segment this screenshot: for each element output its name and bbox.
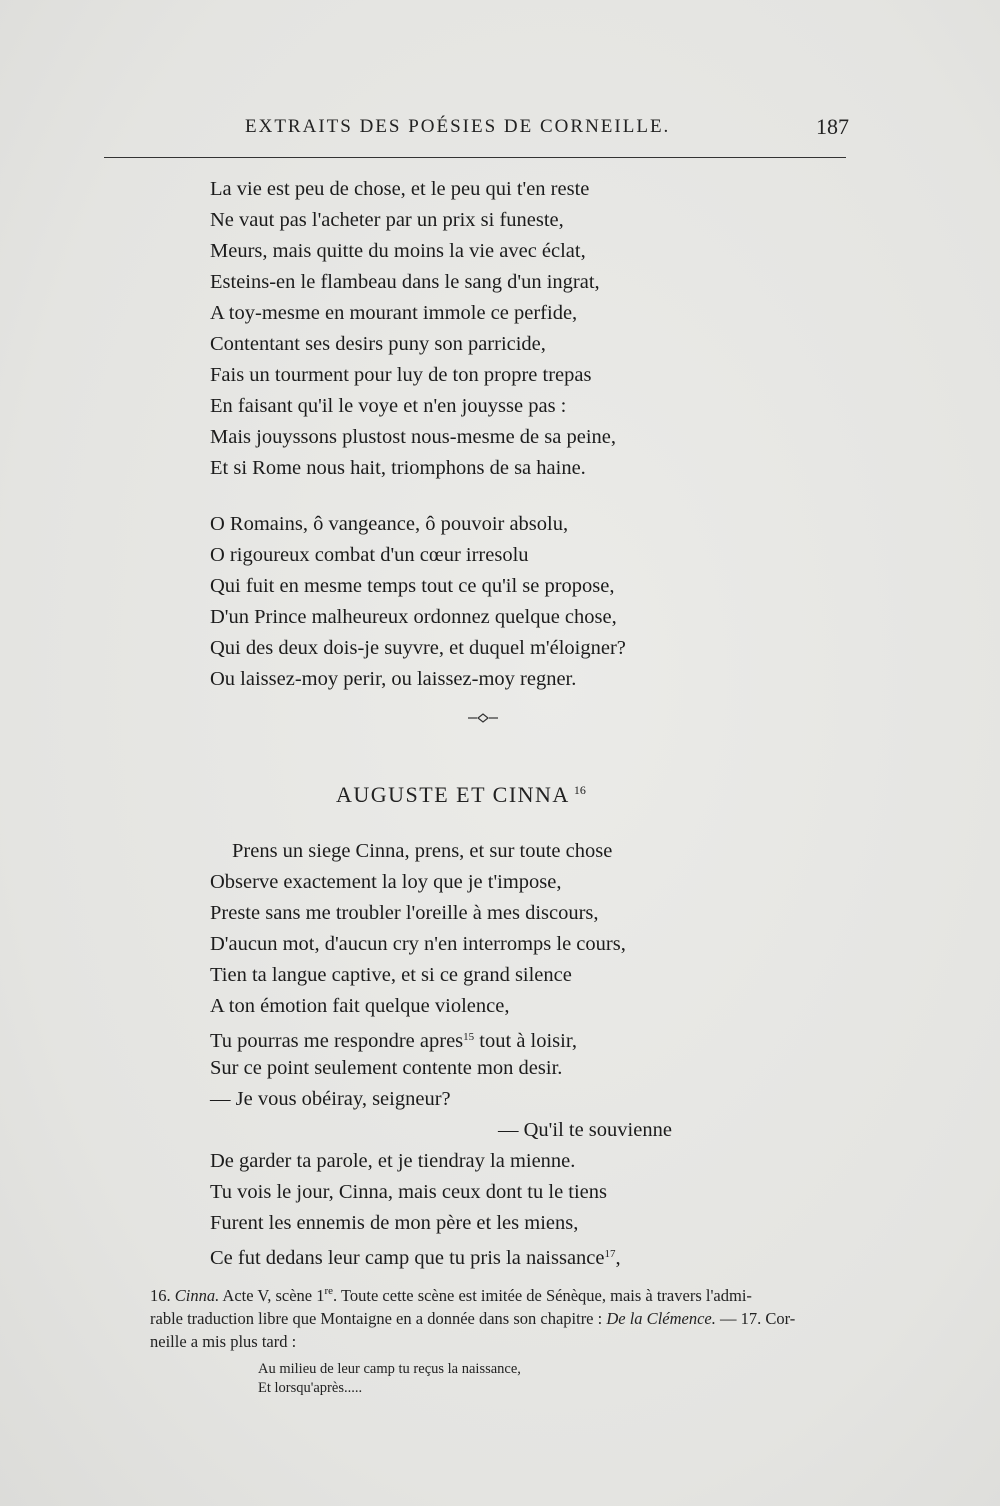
verse-line: Sur ce point seulement contente mon desir.: [210, 1057, 563, 1079]
verse-line: A ton émotion fait quelque violence,: [210, 995, 510, 1017]
verse-text: Ce fut dedans leur camp que tu pris la naissance: [210, 1247, 605, 1269]
verse-line: — Qu'il te souvienne: [498, 1119, 672, 1141]
verse-line: Ne vaut pas l'acheter par un prix si funeste,: [210, 209, 564, 231]
quote-line: Au milieu de leur camp tu reçus la naissance,: [258, 1361, 521, 1377]
ordinal-sup: re: [324, 1285, 334, 1297]
verse-line: Qui des deux dois-je suyvre, et duquel m'éloigner?: [210, 637, 626, 659]
verse-text: Tu pourras me respondre apres: [210, 1030, 464, 1052]
footnote-16: [150, 1280, 850, 1307]
verse-line: Furent les ennemis de mon père et les miens,: [210, 1212, 579, 1234]
verse-line: [210, 1022, 672, 1053]
verse-text: tout à loisir,: [474, 1030, 577, 1052]
verse-line: Meurs, mais quitte du moins la vie avec éclat,: [210, 240, 586, 262]
footnote-text: . Toute cette scène est imitée de Sénèque, mais à travers l'admi-: [333, 1286, 752, 1305]
footnote-number: 16.: [150, 1286, 171, 1305]
footnote-text: — 17. Cor-: [715, 1309, 796, 1328]
verse-line: D'un Prince malheureux ordonnez quelque chose,: [210, 606, 617, 628]
work-title: Cinna.: [174, 1286, 220, 1305]
verse-line: En faisant qu'il le voye et n'en jouysse pas :: [210, 395, 567, 417]
verse-line: De garder ta parole, et je tiendray la mienne.: [210, 1150, 576, 1172]
footnote-ref: 17: [604, 1248, 616, 1260]
section-ornament: [468, 712, 498, 724]
footnote-text: rable traduction libre que Montaigne en a donnée dans son chapitre :: [150, 1309, 607, 1328]
verse-line: Preste sans me troubler l'oreille à mes discours,: [210, 902, 599, 924]
footnotes: [150, 1280, 850, 1353]
verse-line: Observe exactement la loy que je t'impose,: [210, 871, 562, 893]
verse-line: Ou laissez-moy perir, ou laissez-moy regner.: [210, 668, 577, 690]
section-title-text: AUGUSTE ET CINNA: [336, 782, 570, 807]
stanza-3: [210, 836, 672, 1270]
verse-text: ,: [615, 1247, 621, 1269]
verse-line: Tu vois le jour, Cinna, mais ceux dont tu le tiens: [210, 1181, 608, 1203]
footnote-text: Acte V, scène 1: [219, 1286, 325, 1305]
verse-line: O Romains, ô vangeance, ô pouvoir absolu,: [210, 513, 569, 535]
footnote-line: [150, 1307, 850, 1330]
header-rule: [104, 157, 846, 158]
footnote-quote: [258, 1360, 521, 1398]
verse-line: Qui fuit en mesme temps tout ce qu'il se propose,: [210, 575, 615, 597]
page-number: 187: [816, 114, 849, 139]
stanza-1: [210, 174, 616, 484]
verse-line: La vie est peu de chose, et le peu qui t'en reste: [210, 178, 590, 200]
running-head: EXTRAITS DES POÉSIES DE CORNEILLE.: [245, 116, 671, 137]
verse-line: A toy-mesme en mourant immole ce perfide,: [210, 302, 578, 324]
verse-line: Et si Rome nous hait, triomphons de sa haine.: [210, 457, 586, 479]
verse-line: Prens un siege Cinna, prens, et sur toute chose: [232, 840, 613, 862]
verse-line: Mais jouyssons plustost nous-mesme de sa peine,: [210, 426, 616, 448]
footnote-ref: 16: [573, 783, 586, 797]
footnote-ref: 15: [463, 1031, 475, 1043]
section-title: [336, 782, 586, 808]
verse-line: D'aucun mot, d'aucun cry n'en interromps le cours,: [210, 933, 626, 955]
chapter-title: De la Clémence.: [606, 1309, 716, 1328]
verse-line: Esteins-en le flambeau dans le sang d'un ingrat,: [210, 271, 600, 293]
verse-line: Tien ta langue captive, et si ce grand silence: [210, 964, 572, 986]
verse-line: Fais un tourment pour luy de ton propre trepas: [210, 364, 592, 386]
verse-line: O rigoureux combat d'un cœur irresolu: [210, 544, 529, 566]
quote-line: Et lorsqu'après.....: [258, 1380, 363, 1396]
verse-line: [210, 1239, 672, 1270]
verse-line: Contentant ses desirs puny son parricide,: [210, 333, 546, 355]
stanza-2: [210, 509, 626, 695]
footnote-line: neille a mis plus tard :: [150, 1332, 297, 1351]
verse-line: — Je vous obéiray, seigneur?: [210, 1088, 451, 1110]
